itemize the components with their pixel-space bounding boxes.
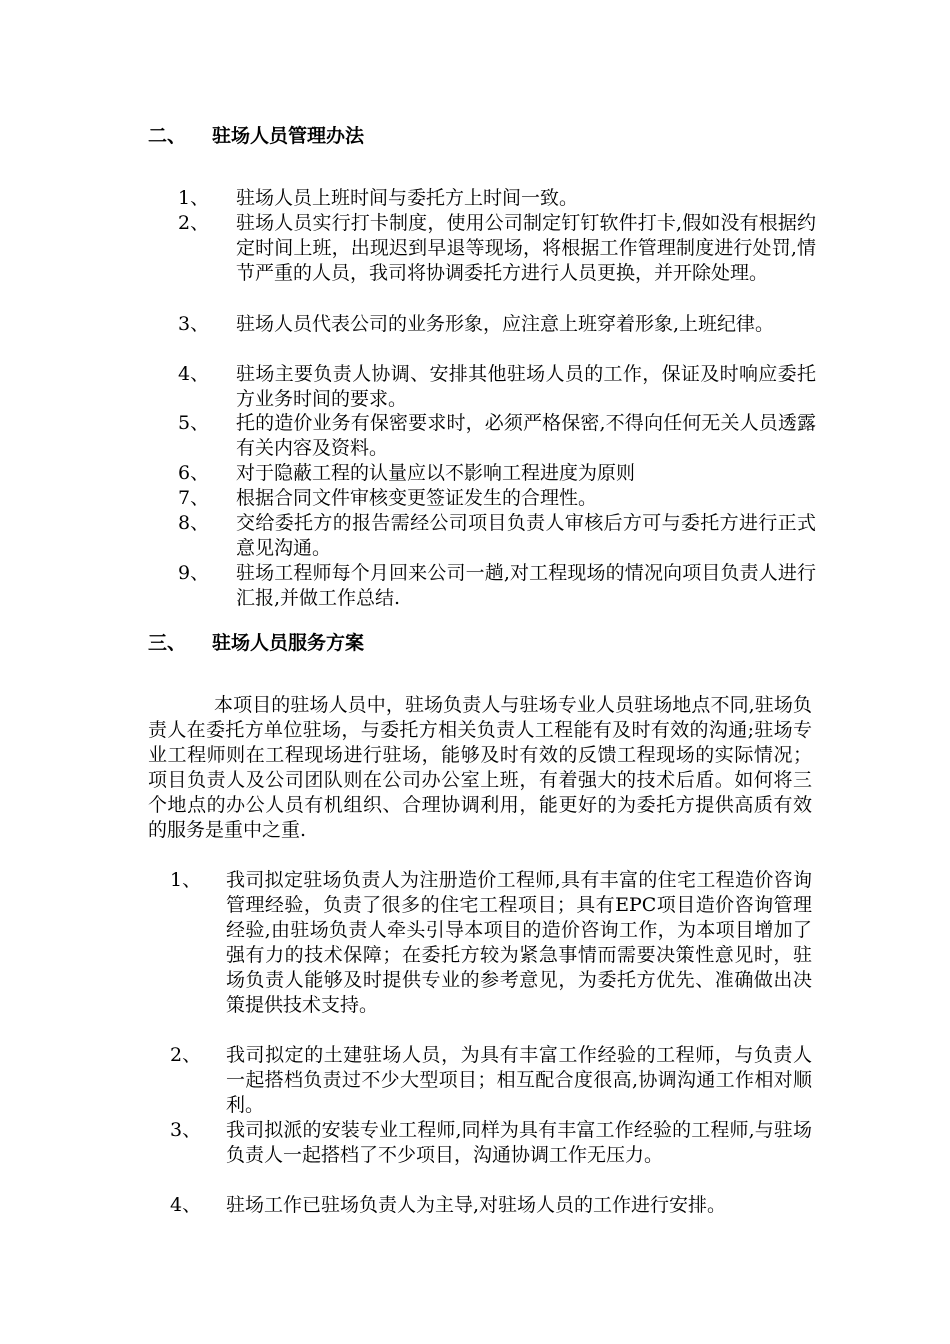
section-title: 驻场人员管理办法 [212, 125, 365, 147]
section-number: 二、 [148, 125, 187, 147]
list-item-text: 驻场人员代表公司的业务形象，应注意上班穿着形象,上班纪律。 [236, 313, 775, 335]
section-title: 驻场人员服务方案 [212, 632, 365, 654]
list-item-number: 4、 [178, 363, 210, 385]
list-item-text: 驻场人员上班时间与委托方上时间一致。 [236, 187, 579, 209]
list-item-text: 托的造价业务有保密要求时，必须严格保密,不得向任何无关人员透露有关内容及资料。 [236, 412, 816, 459]
list-item-text: 我司拟派的安装专业工程师,同样为具有丰富工作经验的工程师,与驻场负责人一起搭档了不少项目，沟通协调工作无压力。 [226, 1119, 812, 1166]
list-item-number: 7、 [178, 487, 210, 509]
list-item-number: 9、 [178, 562, 210, 584]
list-item-number: 3、 [170, 1119, 202, 1141]
list-item-text: 根据合同文件审核变更签证发生的合理性。 [236, 487, 598, 509]
list-item-text: 交给委托方的报告需经公司项目负责人审核后方可与委托方进行正式意见沟通。 [236, 512, 816, 559]
list-item-number: 3、 [178, 313, 210, 335]
list-item-number: 4、 [170, 1194, 202, 1216]
list-item-text: 驻场主要负责人协调、安排其他驻场人员的工作，保证及时响应委托方业务时间的要求。 [236, 363, 816, 410]
list-item-text: 我司拟定的土建驻场人员，为具有丰富工作经验的工程师，与负责人一起搭档负责过不少大型项目；相互配合度很高,协调沟通工作相对顺利。 [226, 1044, 812, 1116]
section-number: 三、 [148, 632, 187, 654]
list-item-number: 6、 [178, 462, 210, 484]
section-heading-2 [148, 124, 364, 149]
list-item-text: 驻场工程师每个月回来公司一趟,对工程现场的情况向项目负责人进行汇报,并做工作总结. [236, 562, 816, 609]
list-item-number: 1、 [170, 869, 202, 891]
body-paragraph: 本项目的驻场人员中，驻场负责人与驻场专业人员驻场地点不同,驻场负责人在委托方单位驻场，与委托方相关负责人工程能有及时有效的沟通;驻场专业工程师则在工程现场进行驻场，能够及时有效的反馈工程现场的实际情况；项目负责人及公司团队则在公司办公室上班，有着强大的技术后盾。如何将三个地点的办公人员有机组织、合理协调利用，能更好的为委托方提供高质有效的服务是重中之重. [148, 694, 812, 841]
list-item-text: 对于隐蔽工程的认量应以不影响工程进度为原则 [236, 462, 636, 484]
list-item-text: 驻场工作已驻场负责人为主导,对驻场人员的工作进行安排。 [226, 1194, 727, 1216]
list-item-number: 8、 [178, 512, 210, 534]
list-item-number: 5、 [178, 412, 210, 434]
list-item-number: 1、 [178, 187, 210, 209]
list-item-number: 2、 [178, 212, 210, 234]
section-heading-3 [148, 631, 364, 656]
list-item-number: 2、 [170, 1044, 202, 1066]
list-item-text: 驻场人员实行打卡制度，使用公司制定钉钉软件打卡,假如没有根据约定时间上班，出现迟到早退等现场，将根据工作管理制度进行处罚,情节严重的人员，我司将协调委托方进行人员更换，并开除处理。 [236, 212, 816, 284]
list-item-text: 我司拟定驻场负责人为注册造价工程师,具有丰富的住宅工程造价咨询管理经验，负责了很多的住宅工程项目；具有EPC项目造价咨询管理经验,由驻场负责人牵头引导本项目的造价咨询工作，为本项目增加了强有力的技术保障；在委托方较为紧急事情而需要决策性意见时，驻场负责人能够及时提供专业的参考意见，为委托方优先、准确做出决策提供技术支持。 [226, 869, 812, 1016]
